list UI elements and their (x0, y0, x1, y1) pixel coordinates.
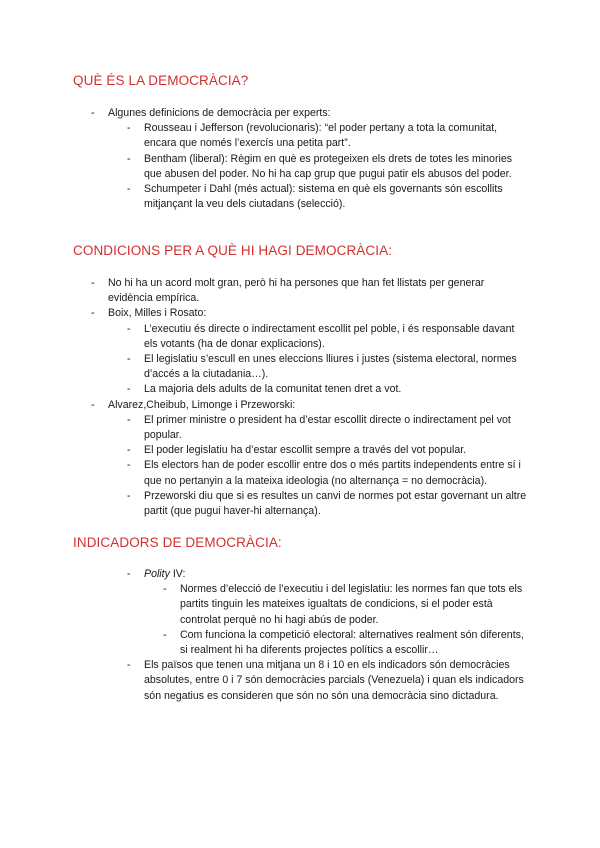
list-item: - Alvarez,Cheibub, Limonge i Przeworski: (108, 398, 528, 413)
list-item: - El poder legislatiu ha d’estar escollit sempre a través del vot popular. (144, 443, 528, 458)
list-item: - La majoria dels adults de la comunitat tenen dret a vot. (144, 382, 528, 397)
section-heading-condicions: CONDICIONS PER A QUÈ HI HAGI DEMOCRÀCIA: (73, 243, 393, 258)
list-item: - Els electors han de poder escollir entre dos o més partits independents entre sí i que no pertanyin a la mateixa ideologia (no alternança = no democràcia). (144, 458, 528, 488)
section-heading-indicadors: INDICADORS DE DEMOCRÀCIA: (73, 535, 282, 550)
list-item: - Com funciona la competició electoral: alternatives realment són diferents, si realment hi ha diferents projectes polítics a escollir… (180, 628, 528, 658)
list-item: - Przeworski diu que si es resultes un canvi de normes pot estar governant un altre partit (que pugui haver-hi alternança). (144, 489, 528, 519)
list-item: - L’executiu és directe o indirectament escollit pel poble, i és responsable davant els votants (ha de donar explicacions). (144, 322, 528, 352)
list-item: - No hi ha un acord molt gran, però hi ha persones que han fet llistats per generar evidència empírica. (108, 276, 528, 306)
list-item: - Normes d’elecció de l’executiu i del legislatiu: les normes fan que tots els partits tinguin les mateixes igualtats de condicions, si el poder està controlat perquè no hi hagi abús de poder. (180, 582, 528, 628)
section-list-condicions (108, 276, 528, 519)
list-item: - Schumpeter i Dahl (més actual): sistema en què els governants són escollits mitjançant la veu dels ciutadans (selecció). (144, 182, 528, 212)
list-item-polity (144, 567, 528, 582)
polity-suffix: IV: (169, 568, 186, 580)
list-item: - El primer ministre o president ha d’estar escollit directe o indirectament pel vot popular. (144, 413, 528, 443)
list-item: - Bentham (liberal): Règim en què es protegeixen els drets de totes les minories que abusen del poder. No hi ha cap grup que pugui patir els abusos del poder. (144, 152, 528, 182)
list-item: - Boix, Milles i Rosato: (108, 306, 528, 321)
list-item: - Rousseau i Jefferson (revolucionaris): “el poder pertany a tota la comunitat, encara que només l’exercís una petita part”. (144, 121, 528, 151)
list-item: - El legislatiu s’escull en unes eleccions lliures i justes (sistema electoral, normes d’accés a la ciutadania…). (144, 352, 528, 382)
list-item: - Els països que tenen una mitjana un 8 i 10 en els indicadors són democràcies absolutes, entre 0 i 7 són democràcies parcials (Venezuela) i quan els indicadors són negatius es consideren que són no són una democràcia sino dictadura. (144, 658, 528, 704)
polity-term: Polity (144, 568, 170, 580)
list-item: - Algunes definicions de democràcia per experts: (108, 106, 528, 121)
section-list-indicadors (108, 567, 528, 704)
section-heading-que-es: QUÈ ÉS LA DEMOCRÀCIA? (73, 73, 249, 88)
section-list-que-es (108, 106, 528, 212)
